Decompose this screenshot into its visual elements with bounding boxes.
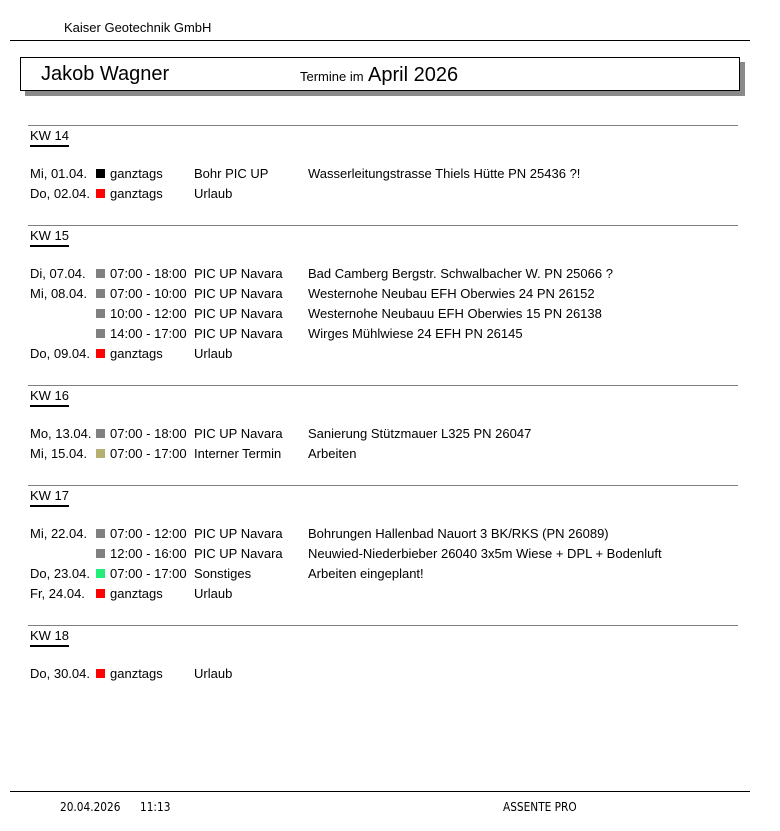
appointment-time: 07:00 - 10:00	[110, 286, 187, 301]
appointment-description: Sanierung Stützmauer L325 PN 26047	[308, 426, 532, 441]
category-color-marker	[96, 169, 105, 178]
appointment-category: PIC UP Navara	[194, 266, 283, 281]
termine-prefix: Termine im	[300, 69, 364, 84]
appointment-time: 07:00 - 17:00	[110, 566, 187, 581]
appointment-category: Urlaub	[194, 186, 233, 201]
appointment-description: Arbeiten eingeplant!	[308, 566, 424, 581]
company-name: Kaiser Geotechnik GmbH	[64, 20, 212, 35]
header-divider	[10, 40, 750, 41]
appointment-description: Bohrungen Hallenbad Nauort 3 BK/RKS (PN 26089)	[308, 526, 609, 541]
week-label: KW 14	[30, 128, 69, 147]
appointment-description: Wasserleitungstrasse Thiels Hütte PN 25436 ?!	[308, 166, 581, 181]
appointment-category: Interner Termin	[194, 446, 282, 461]
period-title	[300, 64, 458, 87]
appointment-time: 07:00 - 12:00	[110, 526, 187, 541]
print-time: 11:13	[140, 800, 171, 814]
appointment-description: Neuwied-Niederbieber 26040 3x5m Wiese + DPL + Bodenluft	[308, 546, 662, 561]
appointment-description: Westernohe Neubau EFH Oberwies 24 PN 26152	[308, 286, 595, 301]
footer-divider	[10, 791, 750, 792]
category-color-marker	[96, 349, 105, 358]
appointment-date: Mi, 01.04.	[30, 166, 88, 181]
week-divider	[28, 385, 738, 386]
appointment-time: ganztags	[110, 186, 163, 201]
product-name: ASSENTE PRO	[503, 800, 577, 814]
category-color-marker	[96, 269, 105, 278]
appointment-category: PIC UP Navara	[194, 306, 283, 321]
week-label: KW 16	[30, 388, 69, 407]
week-divider	[28, 625, 738, 626]
appointment-date: Do, 30.04.	[30, 666, 90, 681]
week-divider	[28, 225, 738, 226]
category-color-marker	[96, 449, 105, 458]
category-color-marker	[96, 589, 105, 598]
appointment-time: 07:00 - 18:00	[110, 426, 187, 441]
appointment-time: 10:00 - 12:00	[110, 306, 187, 321]
appointment-time: 12:00 - 16:00	[110, 546, 187, 561]
appointment-category: Sonstiges	[194, 566, 252, 581]
category-color-marker	[96, 189, 105, 198]
category-color-marker	[96, 529, 105, 538]
appointment-category: Urlaub	[194, 586, 233, 601]
month-label: April 2026	[368, 64, 459, 86]
category-color-marker	[96, 569, 105, 578]
appointment-time: ganztags	[110, 586, 163, 601]
week-divider	[28, 485, 738, 486]
appointment-description: Westernohe Neubauu EFH Oberwies 15 PN 26138	[308, 306, 602, 321]
appointment-date: Mi, 08.04.	[30, 286, 88, 301]
appointment-date: Fr, 24.04.	[30, 586, 85, 601]
person-name: Jakob Wagner	[41, 63, 170, 85]
appointment-category: PIC UP Navara	[194, 426, 283, 441]
appointment-time: ganztags	[110, 666, 163, 681]
appointment-date: Do, 23.04.	[30, 566, 90, 581]
appointment-category: PIC UP Navara	[194, 326, 283, 341]
appointment-time: 07:00 - 18:00	[110, 266, 187, 281]
appointment-category: PIC UP Navara	[194, 546, 283, 561]
appointment-description: Arbeiten	[308, 446, 357, 461]
appointment-date: Do, 02.04.	[30, 186, 90, 201]
appointment-time: ganztags	[110, 166, 163, 181]
week-label: KW 17	[30, 488, 69, 507]
appointment-time: 07:00 - 17:00	[110, 446, 187, 461]
category-color-marker	[96, 289, 105, 298]
appointment-category: Urlaub	[194, 666, 233, 681]
appointment-date: Do, 09.04.	[30, 346, 90, 361]
week-divider	[28, 125, 738, 126]
appointment-category: Urlaub	[194, 346, 233, 361]
title-box	[20, 57, 740, 91]
category-color-marker	[96, 329, 105, 338]
appointment-description: Bad Camberg Bergstr. Schwalbacher W. PN 25066 ?	[308, 266, 613, 281]
week-label: KW 15	[30, 228, 69, 247]
appointment-date: Mi, 15.04.	[30, 446, 88, 461]
appointment-time: 14:00 - 17:00	[110, 326, 187, 341]
week-label: KW 18	[30, 628, 69, 647]
print-date: 20.04.2026	[60, 800, 121, 814]
appointment-date: Mi, 22.04.	[30, 526, 88, 541]
category-color-marker	[96, 309, 105, 318]
appointment-date: Mo, 13.04.	[30, 426, 92, 441]
appointment-category: Bohr PIC UP	[194, 166, 269, 181]
appointment-time: ganztags	[110, 346, 163, 361]
appointment-description: Wirges Mühlwiese 24 EFH PN 26145	[308, 326, 523, 341]
category-color-marker	[96, 429, 105, 438]
appointment-category: PIC UP Navara	[194, 526, 283, 541]
category-color-marker	[96, 549, 105, 558]
appointment-date: Di, 07.04.	[30, 266, 86, 281]
category-color-marker	[96, 669, 105, 678]
appointment-category: PIC UP Navara	[194, 286, 283, 301]
